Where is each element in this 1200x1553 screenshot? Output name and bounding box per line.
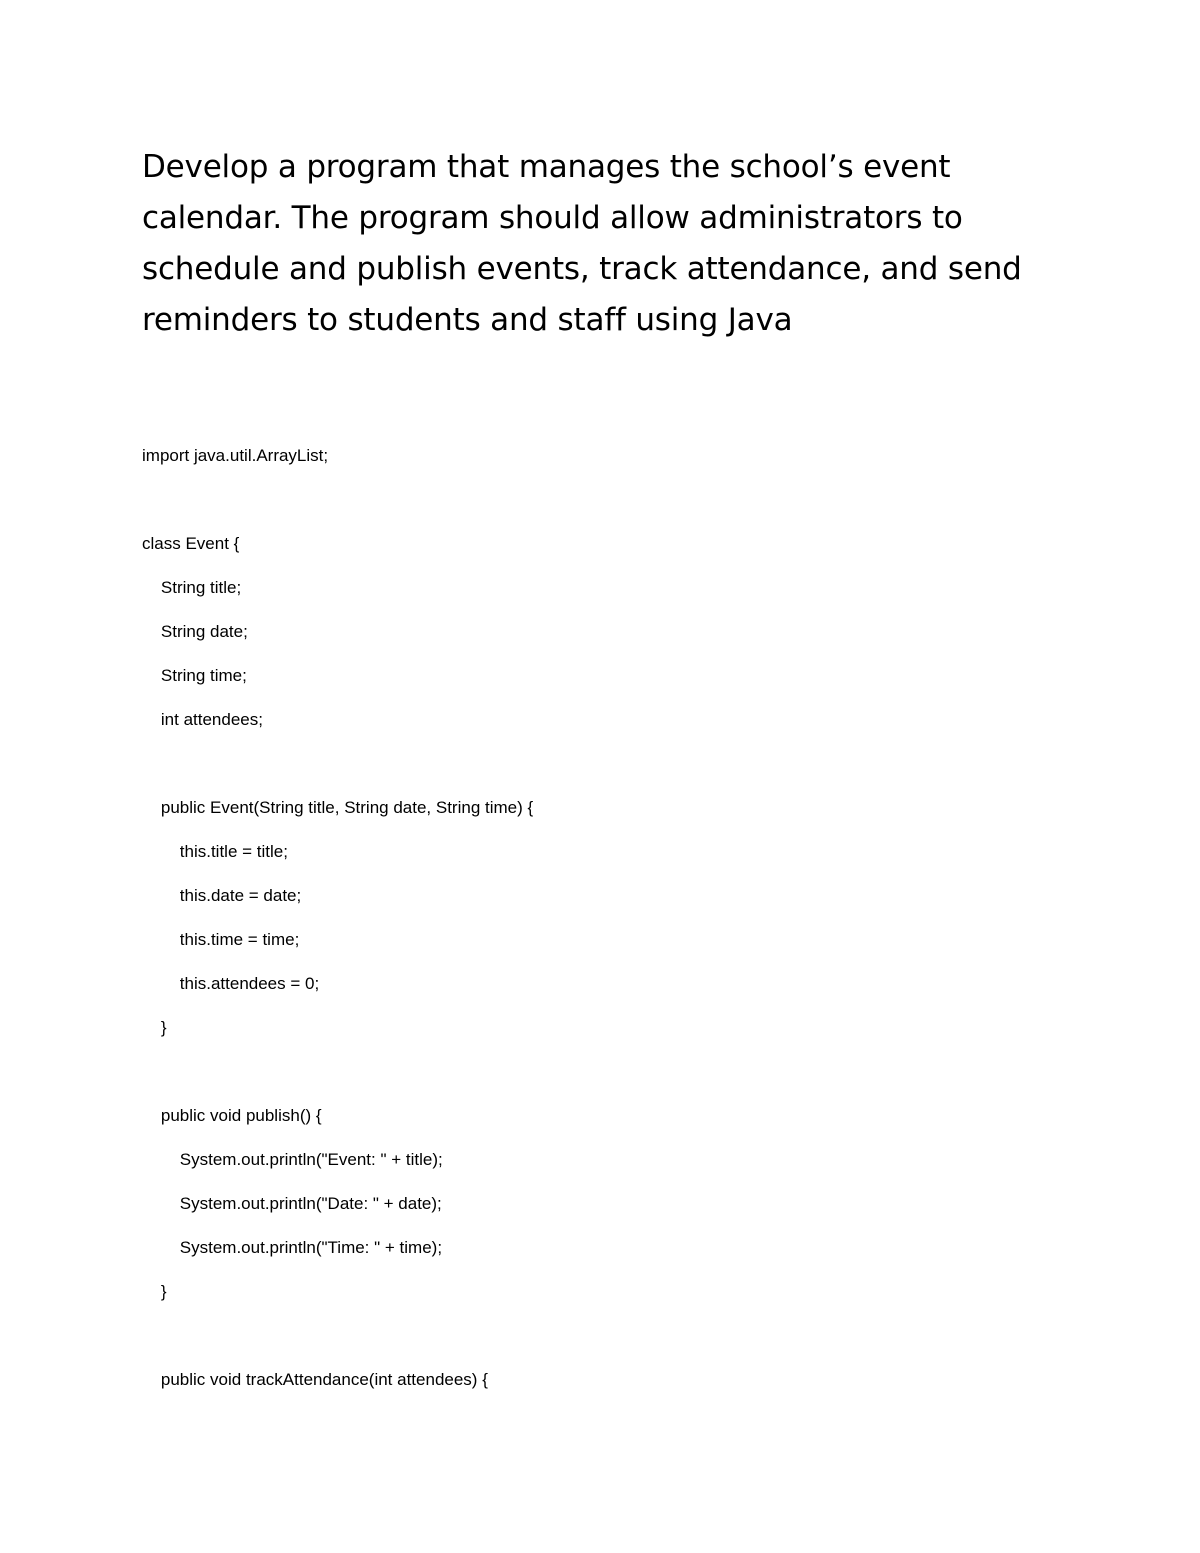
heading-line: reminders to students and staff using Java — [142, 302, 793, 338]
code-line: this.time = time; — [142, 930, 300, 949]
code-line-blank — [142, 1050, 1102, 1094]
assignment-heading — [142, 142, 1102, 346]
code-line: String time; — [142, 666, 247, 685]
code-line-blank — [142, 478, 1102, 522]
code-line-blank — [142, 742, 1102, 786]
code-line: import java.util.ArrayList; — [142, 446, 329, 465]
code-line: this.title = title; — [142, 842, 288, 861]
code-line: this.date = date; — [142, 886, 302, 905]
code-line: System.out.println("Time: " + time); — [142, 1238, 443, 1257]
code-line: int attendees; — [142, 710, 263, 729]
code-line: public Event(String title, String date, String time) { — [142, 798, 534, 817]
heading-line: schedule and publish events, track attendance, and send — [142, 251, 1022, 287]
heading-line: calendar. The program should allow administrators to — [142, 200, 963, 236]
code-line: } — [142, 1018, 167, 1037]
heading-line: Develop a program that manages the school’s event — [142, 149, 951, 185]
code-line-blank — [142, 1314, 1102, 1358]
code-line: System.out.println("Date: " + date); — [142, 1194, 442, 1213]
code-line: this.attendees = 0; — [142, 974, 320, 993]
code-line: public void trackAttendance(int attendees) { — [142, 1370, 488, 1389]
code-line: public void publish() { — [142, 1106, 322, 1125]
code-line: } — [142, 1282, 167, 1301]
code-line: String title; — [142, 578, 242, 597]
code-line: String date; — [142, 622, 248, 641]
code-line: class Event { — [142, 534, 240, 553]
code-listing — [142, 434, 1102, 1402]
code-line: System.out.println("Event: " + title); — [142, 1150, 443, 1169]
